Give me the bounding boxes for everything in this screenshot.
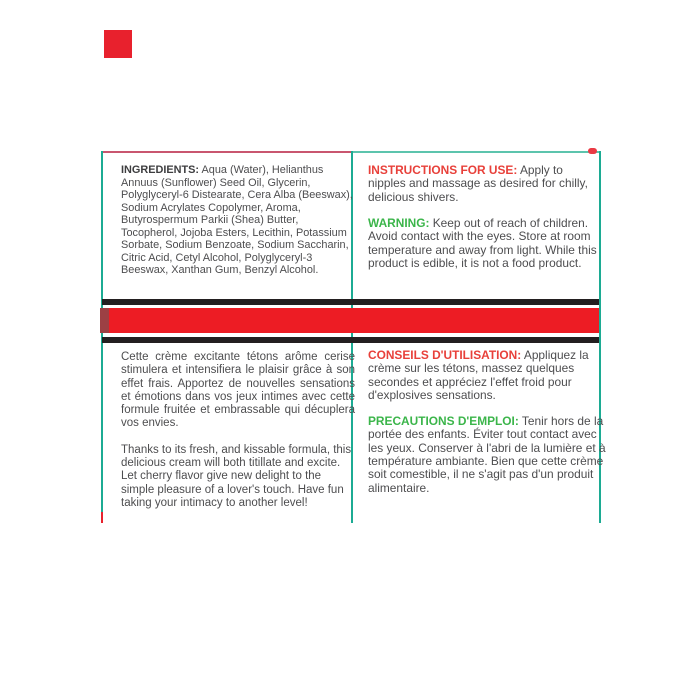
ingredients-section — [121, 164, 355, 277]
ingredients-label: INGREDIENTS: — [121, 164, 200, 176]
instructions-label: INSTRUCTIONS FOR USE: — [368, 163, 518, 177]
band-red-dark-edge — [100, 308, 109, 333]
band-black-bottom — [102, 337, 599, 343]
conseils-label: CONSEILS D'UTILISATION: — [368, 348, 522, 362]
warning-text: Keep out of reach of children. Avoid contact with the eyes. Store at room temperature and away from light. While this product is edible, it is not a food product. — [368, 216, 597, 271]
warning-paragraph — [368, 217, 601, 270]
instructions-text: Apply to nipples and massage as desired for chilly, delicious shivers. — [368, 163, 588, 204]
dieline-red-tick — [101, 512, 103, 523]
marketing-section — [121, 351, 355, 510]
conseils-text: Appliquez la crème sur les tétons, massez quelques secondes et appréciez l'effet froid pour d'explosives sensations. — [368, 348, 589, 402]
instructions-paragraph — [368, 164, 601, 204]
marketing-fr-paragraph: Cette crème excitante tétons arôme cerise stimulera et intensifiera le plaisir grâce à son effet frais. Apportez de nouvelles sensations et émotions dans vos jeux intimes avec cette formule fruitée et embrassable qui décuplera vos envies. — [121, 351, 355, 430]
usage-fr-section — [368, 349, 606, 495]
precautions-text: Tenir hors de la portée des enfants. Éviter tout contact avec les yeux. Conserver à l'abri de la lumière et à température ambiante. Bien que cette crème soit comestible, il ne s'agit pas d'un produit alimentaire. — [368, 414, 606, 495]
ingredients-text: Aqua (Water), Helianthus Annuus (Sunflower) Seed Oil, Glycerin, Polyglyceryl-6 Distearate, Cera Alba (Beeswax), Sodium Acrylates Copolymer, Aroma, Butyrospermum Parkii (Shea) Butter, Tocopherol, Jojoba Esters, Lecithin, Potassium Sorbate, Sodium Benzoate, Sodium Saccharin, Citric Acid, Cetyl Alcohol, Polyglyceryl-3 Beeswax, Xanthan Gum, Benzyl Alcohol. — [121, 164, 353, 277]
conseils-paragraph — [368, 349, 606, 402]
precautions-paragraph — [368, 415, 606, 495]
dieline-top-left-segment — [102, 151, 352, 153]
red-color-swatch — [104, 30, 132, 58]
precautions-label: PRECAUTIONS D'EMPLOI: — [368, 414, 519, 429]
marketing-en-paragraph: Thanks to its fresh, and kissable formula, this delicious cream will both titillate and excite. Let cherry flavor give new delight to the simple pleasure of a lover's touch. Have fun taking your intimacy to another level! — [121, 443, 352, 509]
band-black-top — [102, 299, 599, 305]
usage-section — [368, 164, 601, 270]
ingredients-paragraph — [121, 164, 355, 277]
band-red — [100, 308, 599, 333]
dieline-top-right-segment — [352, 151, 600, 153]
warning-label: WARNING: — [368, 216, 430, 231]
registration-dot — [588, 148, 597, 154]
